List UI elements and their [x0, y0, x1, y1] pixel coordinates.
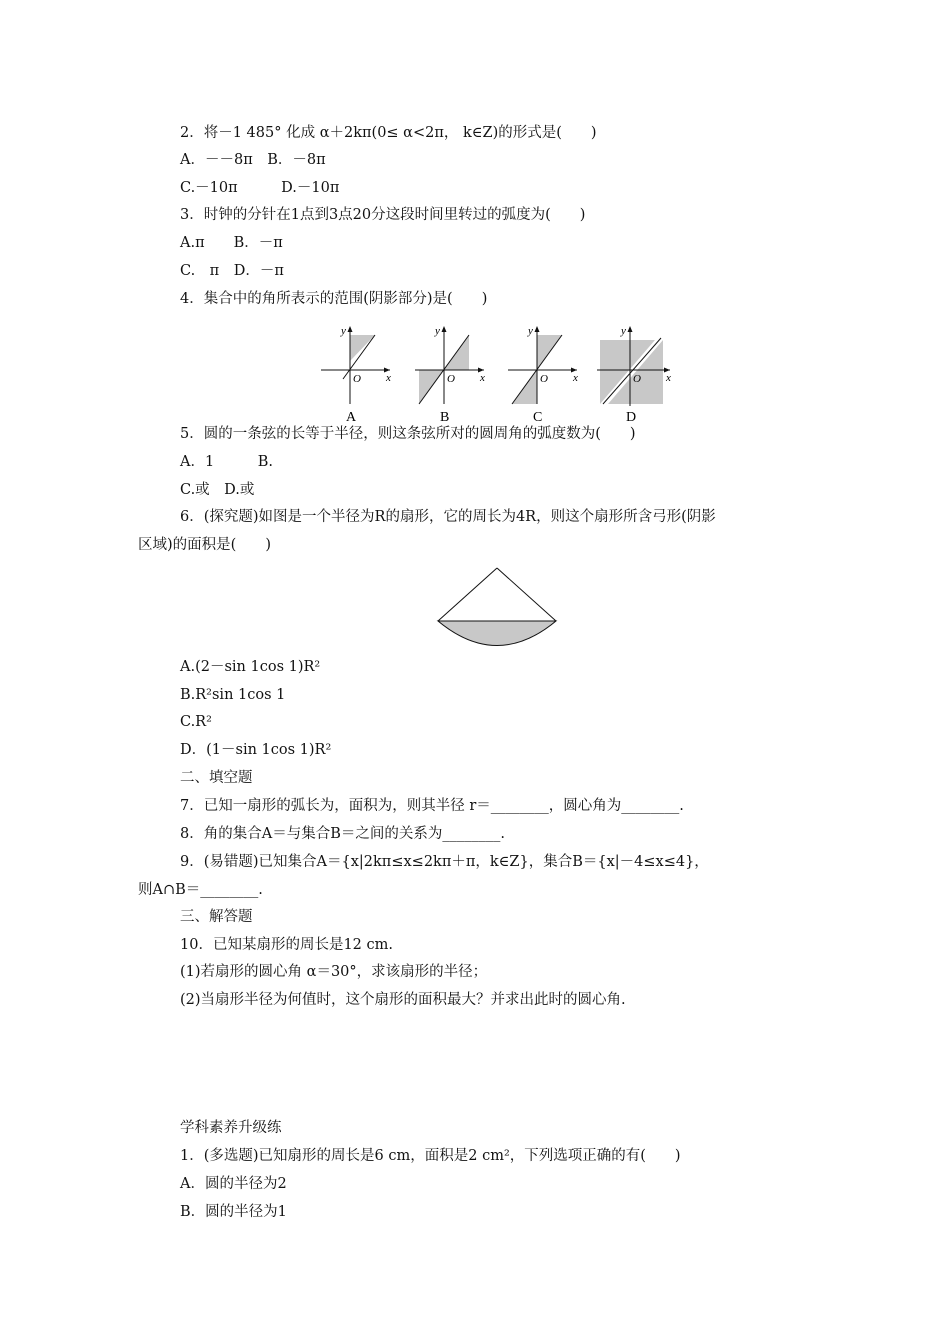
- q4-d-origin: O: [633, 373, 641, 385]
- section-answer: 三、解答题: [180, 909, 253, 925]
- q2-options-cd: C.－10π D.－10π: [180, 180, 340, 196]
- q6-option-d: D．(1－sin 1cos 1)R²: [180, 742, 332, 758]
- q4-stem: 4．集合中的角所表示的范围(阴影部分)是( ): [180, 291, 488, 307]
- q5-stem: 5．圆的一条弦的长等于半径，则这条弦所对的圆周角的弧度数为( ): [180, 426, 636, 442]
- q10-stem: 10．已知某扇形的周长是12 cm.: [180, 937, 393, 953]
- u1-stem: 1．(多选题)已知扇形的周长是6 cm，面积是2 cm²，下列选项正确的有( ): [180, 1148, 681, 1164]
- q4-a-label: A: [346, 410, 357, 425]
- q3-options-cd: C. π D．－π: [180, 263, 284, 279]
- q9-stem-line1: 9．(易错题)已知集合A＝{x|2kπ≤x≤2kπ＋π，k∈Z}，集合B＝{x|－4≤x≤4}，: [180, 854, 709, 870]
- q4-d-label: D: [626, 410, 637, 425]
- q4-d-y-label: y: [621, 325, 626, 337]
- q4-b-label: B: [440, 410, 450, 425]
- q4-b-origin: O: [447, 373, 455, 385]
- q4-c-y-label: y: [528, 325, 533, 337]
- q4-c-x-label: x: [573, 372, 578, 384]
- q6-stem-line2: 区域)的面积是( ): [138, 537, 271, 553]
- q3-stem: 3．时钟的分针在1点到3点20分这段时间里转过的弧度为( ): [180, 207, 586, 223]
- section-fill-blank: 二、填空题: [180, 770, 253, 786]
- q5-options-ab: A．1 B.: [180, 454, 273, 470]
- q6-stem-line1: 6．(探究题)如图是一个半径为R的扇形，它的周长为4R，则这个扇形所含弓形(阴影: [180, 509, 716, 525]
- q5-options-cd: C.或 D.或: [180, 482, 255, 498]
- q4-a-y-label: y: [341, 325, 346, 337]
- q3-options-ab: A.π B．－π: [180, 235, 283, 251]
- q4-a-origin: O: [353, 373, 361, 385]
- q8-stem: 8．角的集合A＝与集合B＝之间的关系为________.: [180, 826, 505, 842]
- q4-panel-c: [508, 325, 578, 425]
- q4-c-label: C: [533, 410, 543, 425]
- q6-option-c: C.R²: [180, 714, 212, 730]
- u1-option-a: A．圆的半径为2: [180, 1176, 287, 1192]
- q4-figure: [315, 318, 675, 428]
- q4-c-origin: O: [540, 373, 548, 385]
- q6-sector-figure: [432, 565, 562, 650]
- q9-stem-line2: 则A∩B＝________.: [138, 882, 263, 898]
- u1-option-b: B．圆的半径为1: [180, 1204, 287, 1220]
- q4-panel-a: [321, 325, 391, 425]
- q10-part1: (1)若扇形的圆心角 α＝30°，求该扇形的半径；: [180, 964, 488, 980]
- q4-a-x-label: x: [386, 372, 391, 384]
- q4-b-x-label: x: [480, 372, 485, 384]
- q4-d-x-label: x: [666, 372, 671, 384]
- q2-stem: 2．将－1 485° 化成 α＋2kπ(0≤ α<2π， k∈Z)的形式是( ): [180, 125, 597, 141]
- q6-option-b: B.R²sin 1cos 1: [180, 687, 286, 703]
- q6-option-a: A.(2－sin 1cos 1)R²: [180, 659, 321, 675]
- section-upgrade: 学科素养升级练: [180, 1120, 282, 1136]
- q4-panel-d: [597, 325, 671, 425]
- q4-b-y-label: y: [435, 325, 440, 337]
- q7-stem: 7．已知一扇形的弧长为，面积为，则其半径 r＝________，圆心角为________.: [180, 798, 684, 814]
- q4-panel-b: [415, 325, 485, 425]
- q10-part2: (2)当扇形半径为何值时，这个扇形的面积最大？并求出此时的圆心角.: [180, 992, 626, 1008]
- q2-options-ab: A．－－8π B．－8π: [180, 152, 326, 168]
